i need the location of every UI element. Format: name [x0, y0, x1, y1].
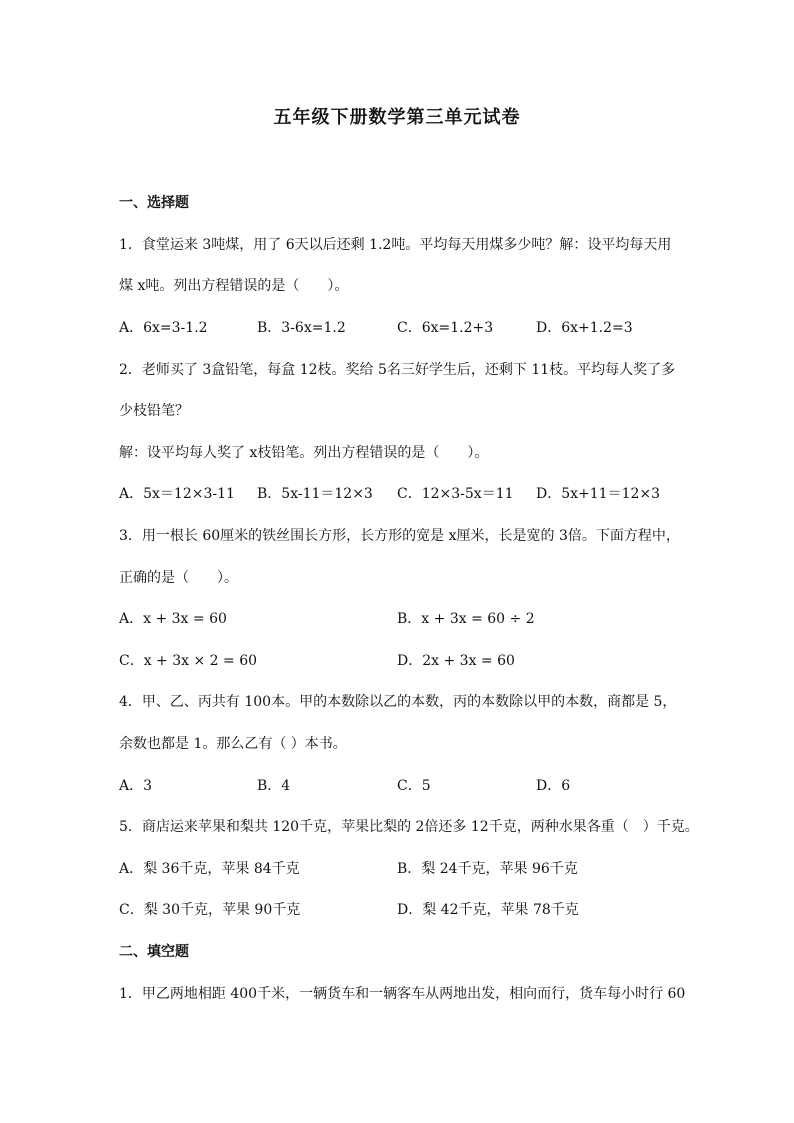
question-5-option-c[interactable]: C．梨 30千克，苹果 90千克 — [119, 902, 301, 918]
page-title: 五年级下册数学第三单元试卷 — [273, 107, 521, 128]
question-1-option-a[interactable]: A．6x=3-1.2 — [119, 320, 208, 336]
question-2-line-3: 解：设平均每人奖了 x枝铅笔。列出方程错误的是（ ）。 — [119, 445, 489, 461]
question-2-option-b[interactable]: B．5x-11＝12×3 — [257, 486, 373, 502]
question-1-line-2: 煤 x吨。列出方程错误的是（ ）。 — [119, 278, 349, 294]
question-3-option-b[interactable]: B．x + 3x = 60 ÷ 2 — [397, 611, 535, 627]
question-5-option-b[interactable]: B．梨 24千克，苹果 96千克 — [397, 861, 578, 877]
question-4-option-c[interactable]: C．5 — [397, 778, 431, 794]
question-2-option-c[interactable]: C．12×3-5x＝11 — [397, 486, 514, 502]
question-4-line-1: 4．甲、乙、丙共有 100本。甲的本数除以乙的本数，丙的本数除以甲的本数，商都是 5， — [119, 694, 677, 710]
question-4-line-2: 余数也都是 1。那么乙有（ ）本书。 — [119, 736, 347, 752]
question-4-option-b[interactable]: B．4 — [257, 778, 291, 794]
question-4-option-d[interactable]: D．6 — [536, 778, 571, 794]
section-heading-fill-blank: 二、填空题 — [119, 944, 189, 960]
question-2-line-2: 少枝铅笔？ — [119, 403, 189, 419]
fill-question-1-line-1: 1．甲乙两地相距 400千米，一辆货车和一辆客车从两地出发，相向而行，货车每小时行 60 — [119, 986, 686, 1002]
question-5-line-1: 5．商店运来苹果和梨共 120千克，苹果比梨的 2倍还多 12千克，两种水果各重（ ）千克。 — [119, 819, 699, 835]
question-3-option-c[interactable]: C．x + 3x × 2 = 60 — [119, 653, 258, 669]
question-1-option-d[interactable]: D．6x+1.2=3 — [536, 320, 633, 336]
question-3-line-2: 正确的是（ ）。 — [119, 570, 238, 586]
question-3-option-d[interactable]: D．2x + 3x = 60 — [397, 653, 515, 669]
question-2-option-a[interactable]: A．5x＝12×3-11 — [119, 486, 235, 502]
question-5-option-a[interactable]: A．梨 36千克，苹果 84千克 — [119, 861, 300, 877]
question-2-line-1: 2．老师买了 3盒铅笔，每盒 12枝。奖给 5名三好学生后，还剩下 11枝。平均每人奖了多 — [119, 362, 676, 378]
question-1-line-1: 1．食堂运来 3吨煤，用了 6天以后还剩 1.2吨。平均每天用煤多少吨？解：设平均每天用 — [119, 237, 672, 253]
question-2-option-d[interactable]: D．5x+11＝12×3 — [536, 486, 661, 502]
section-heading-choice: 一、选择题 — [119, 195, 189, 211]
question-1-option-b[interactable]: B．3-6x=1.2 — [257, 320, 346, 336]
question-3-option-a[interactable]: A．x + 3x = 60 — [119, 611, 227, 627]
question-5-option-d[interactable]: D．梨 42千克，苹果 78千克 — [397, 902, 579, 918]
question-4-option-a[interactable]: A．3 — [119, 778, 153, 794]
question-3-line-1: 3．用一根长 60厘米的铁丝围长方形，长方形的宽是 x厘米，长是宽的 3倍。下面方程中， — [119, 528, 680, 544]
question-1-option-c[interactable]: C．6x=1.2+3 — [397, 320, 494, 336]
